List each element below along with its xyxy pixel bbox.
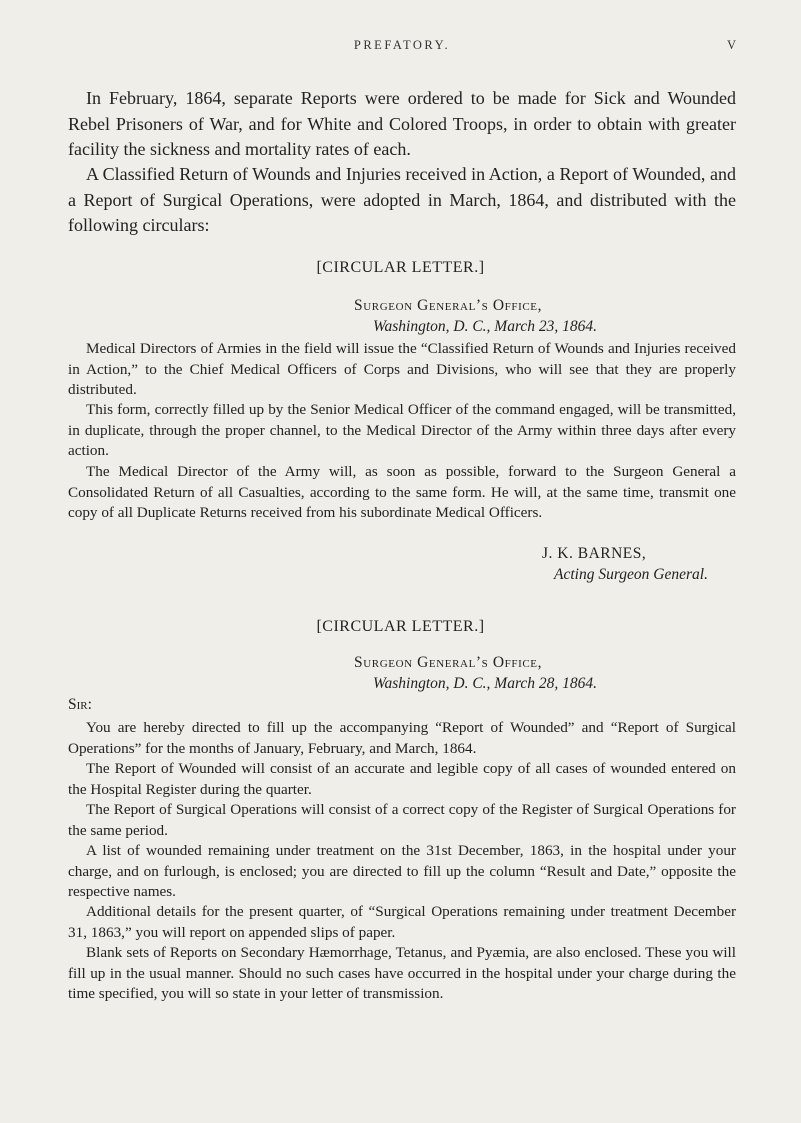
salutation: Sir: bbox=[68, 696, 92, 713]
circular-1-dateline bbox=[373, 318, 597, 336]
page-number: V bbox=[726, 38, 736, 52]
intro-paragraph-1: In February, 1864, separate Reports were ordered to be made for Sick and Wounded Rebel Prisoners of War, and for White and Colored Troops, in order to obtain with greater facility the sickness and mortality rates of each. bbox=[68, 88, 736, 159]
circular-2-office: Surgeon General’s Office, bbox=[354, 654, 543, 671]
circular-1-heading: [CIRCULAR LETTER.] bbox=[316, 259, 485, 276]
circular-1-paragraph-1: Medical Directors of Armies in the field will issue the “Classified Return of Wounds and Injuries received in Action,” to the Chief Medical Officers of Corps and Divisions, who will see that they are properly distributed. bbox=[68, 340, 736, 398]
circular-2-paragraph-2: The Report of Wounded will consist of an accurate and legible copy of all cases of wounded entered on the Hospital Register during the quarter. bbox=[68, 760, 736, 798]
circular-2-dateline-text: Washington, D. C., March 28, 1864. bbox=[373, 675, 598, 692]
intro-paragraph-2: A Classified Return of Wounds and Injuries received in Action, a Report of Wounded, and a Report of Surgical Operations, were adopted in March, 1864, and distributed with the following circulars: bbox=[68, 164, 736, 235]
circular-1-paragraph-3: The Medical Director of the Army will, as soon as possible, forward to the Surgeon General a Consolidated Return of all Casualties, according to the same form. He will, at the same time, transmit one copy of all Duplicate Returns received from his subordinate Medical Officers. bbox=[68, 463, 736, 521]
circular-2-dateline bbox=[373, 675, 597, 693]
circular-2-heading: [CIRCULAR LETTER.] bbox=[316, 618, 485, 635]
page-header bbox=[68, 38, 736, 58]
circular-1-office: Surgeon General’s Office, bbox=[354, 297, 543, 314]
circular-2-paragraph-3: The Report of Surgical Operations will consist of a correct copy of the Register of Surgical Operations for the same period. bbox=[68, 801, 736, 839]
circular-2-paragraph-4: A list of wounded remaining under treatment on the 31st December, 1863, in the hospital under your charge, and on furlough, is enclosed; you are directed to fill up the column “Result and Date,” opposite the respective names. bbox=[68, 842, 736, 900]
circular-2-paragraph-5: Additional details for the present quarter, of “Surgical Operations remaining under treatment December 31, 1863,” you will report on appended slips of paper. bbox=[68, 903, 736, 941]
circular-1-dateline-text: Washington, D. C., March 23, 1864. bbox=[373, 318, 598, 335]
signature-title: Acting Surgeon General. bbox=[554, 566, 708, 583]
circular-1-paragraph-2: This form, correctly filled up by the Senior Medical Officer of the command engaged, will be transmitted, in duplicate, through the proper channel, to the Medical Director of the Army within three days after every action. bbox=[68, 401, 736, 459]
signature-name: J. K. BARNES, bbox=[542, 545, 647, 562]
running-head: PREFATORY. bbox=[353, 38, 451, 52]
circular-2-paragraph-1: You are hereby directed to fill up the accompanying “Report of Wounded” and “Report of Surgical Operations” for the months of January, February, and March, 1864. bbox=[68, 719, 736, 757]
circular-2-paragraph-6: Blank sets of Reports on Secondary Hæmorrhage, Tetanus, and Pyæmia, are also enclosed. These you will fill up in the usual manner. Should no such cases have occurred in the hospital under your charge during the time specified, you will so state in your letter of transmission. bbox=[68, 944, 736, 1002]
